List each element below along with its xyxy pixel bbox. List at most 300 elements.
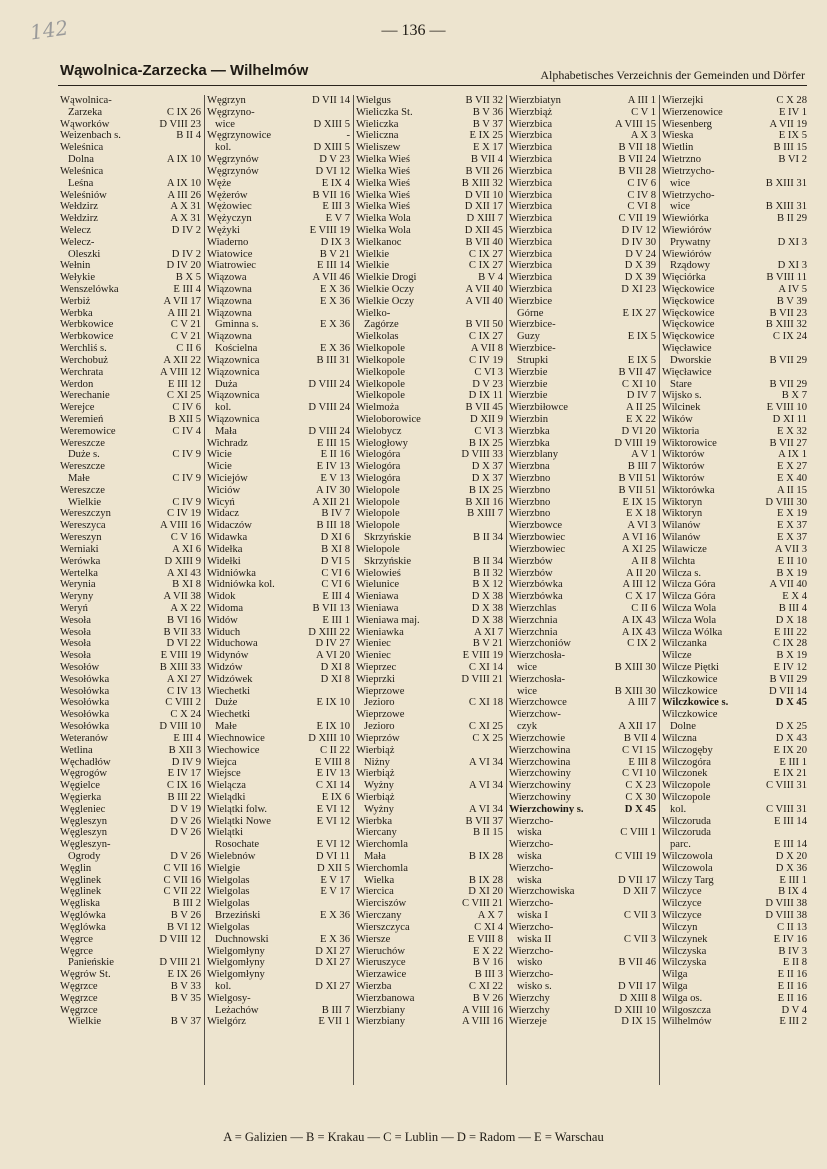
grid-code: B VII 26	[465, 165, 503, 177]
list-item	[205, 485, 353, 497]
place-name: Węgleszyn	[60, 827, 108, 839]
grid-code: C IV 8	[627, 189, 656, 201]
list-item	[354, 792, 506, 804]
place-name: Wierzbno	[509, 484, 551, 496]
grid-code: D V 24	[625, 248, 656, 260]
grid-code: D X 18	[775, 614, 807, 626]
place-name: Wereszcze	[60, 437, 106, 449]
place-name: Wilczyska	[662, 957, 707, 969]
place-name: Wielopole	[356, 508, 400, 520]
list-item	[507, 319, 659, 331]
place-name: Wiązownica	[207, 390, 260, 402]
grid-code: A IX 10	[166, 154, 201, 166]
list-item	[660, 119, 810, 131]
place-name: Duchnowski	[215, 933, 269, 945]
list-item	[660, 792, 810, 804]
place-name: Wielgosy-	[207, 992, 251, 1004]
grid-code: E X 19	[776, 508, 807, 520]
list-item	[507, 579, 659, 591]
place-name: Wiktorów	[662, 449, 705, 461]
list-item	[354, 237, 506, 249]
list-item	[507, 461, 659, 473]
grid-code: A X 7	[477, 910, 503, 922]
list-item	[660, 721, 810, 733]
grid-code: E IX 4	[321, 177, 350, 189]
list-item	[354, 969, 506, 981]
grid-code: E III 8	[628, 756, 656, 768]
grid-code: D VII 17	[617, 874, 656, 886]
list-item	[58, 910, 204, 922]
place-name: Skrzyńskie	[364, 532, 412, 544]
place-name: Wilcze Piętki	[662, 662, 719, 673]
list-item	[660, 615, 810, 627]
list-item	[660, 201, 810, 213]
list-item	[354, 95, 506, 107]
list-item	[507, 426, 659, 438]
place-name: Werchobuż	[60, 354, 108, 366]
place-name: Wiciów	[207, 484, 241, 496]
grid-code: B II 29	[776, 213, 807, 225]
grid-code: D IV 7	[626, 390, 656, 402]
place-name: Wieliczna	[356, 130, 399, 142]
place-name: Wiewiórka	[662, 213, 709, 225]
place-name: Wilczynek	[662, 933, 708, 945]
list-item	[660, 969, 810, 981]
grid-code: B V 37	[472, 118, 503, 130]
grid-code: A VIII 15	[615, 118, 656, 130]
place-name: Wierzchnia	[509, 614, 558, 626]
list-item	[58, 981, 204, 993]
grid-code: B III 18	[316, 520, 350, 532]
list-item	[58, 839, 204, 851]
grid-code: B V 36	[472, 106, 503, 118]
place-name: Wiaderno	[207, 236, 249, 248]
place-name: Wierzblany	[509, 449, 558, 461]
place-name: Wielgie	[207, 862, 241, 874]
list-item	[354, 757, 506, 769]
place-name: wice	[670, 201, 690, 213]
list-item	[354, 839, 506, 851]
grid-code: B IX 4	[778, 886, 807, 898]
list-item	[58, 508, 204, 520]
list-item	[660, 154, 810, 166]
place-name: Widzów	[207, 662, 243, 673]
grid-code: B XII 16	[465, 496, 503, 508]
list-item	[58, 319, 204, 331]
list-item	[660, 827, 810, 839]
grid-code: E X 40	[776, 473, 807, 484]
place-name: Jezioro	[364, 721, 395, 733]
place-name: Wielopole	[356, 484, 400, 496]
list-item	[205, 272, 353, 284]
list-item	[660, 757, 810, 769]
list-item	[205, 438, 353, 450]
list-item	[354, 190, 506, 202]
place-name: Wierzbica	[509, 236, 553, 248]
list-item	[354, 910, 506, 922]
place-name: Wereszczyn	[60, 508, 111, 520]
list-item	[205, 178, 353, 190]
place-name: Wielkie Oczy	[356, 284, 415, 295]
list-item	[205, 473, 353, 485]
grid-code: D XII 5	[317, 862, 350, 874]
list-item	[205, 237, 353, 249]
place-name: Wierzenowice	[662, 106, 723, 118]
place-name: Węgierka	[60, 791, 102, 803]
list-item	[58, 190, 204, 202]
list-item	[354, 319, 506, 331]
place-name: Wieruszyce	[356, 957, 406, 969]
place-name: Wilczyska	[662, 945, 707, 957]
grid-code: A X 3	[630, 130, 656, 142]
place-name: Duże s.	[68, 449, 100, 461]
list-item	[205, 449, 353, 461]
list-item	[58, 367, 204, 379]
list-item	[58, 709, 204, 721]
list-item	[507, 308, 659, 320]
list-item	[205, 875, 353, 887]
list-item	[58, 355, 204, 367]
list-item	[354, 485, 506, 497]
place-name: Strupki	[517, 354, 549, 366]
list-item	[58, 379, 204, 391]
list-item	[58, 213, 204, 225]
place-name: Wilczkowice	[662, 673, 718, 685]
list-item	[205, 367, 353, 379]
grid-code: D IX 3	[320, 236, 350, 248]
list-item	[205, 296, 353, 308]
place-name: Wierzbna	[509, 461, 550, 473]
list-item	[58, 107, 204, 119]
grid-code: C XI 18	[468, 697, 503, 709]
place-name: Wilczyce	[662, 910, 702, 922]
place-name: Weizenbach s.	[60, 130, 121, 142]
grid-code: D VIII 30	[765, 496, 807, 508]
grid-code: E X 22	[472, 945, 503, 957]
grid-code: E VIII 19	[160, 650, 201, 662]
list-item	[507, 142, 659, 154]
list-item	[354, 284, 506, 296]
grid-code: C IV 19	[167, 508, 201, 520]
list-item	[58, 142, 204, 154]
list-item	[507, 249, 659, 261]
list-item	[58, 225, 204, 237]
place-name: Wąwolnica-	[60, 95, 112, 106]
place-name: Więckowice	[662, 284, 715, 295]
grid-code: B VII 46	[618, 957, 656, 969]
list-item	[354, 697, 506, 709]
place-name: Wilczowola	[662, 851, 713, 862]
list-item	[205, 166, 353, 178]
place-name: Wielątki Nowe	[207, 815, 271, 827]
list-item	[58, 284, 204, 296]
grid-code: B V 35	[170, 992, 201, 1004]
list-item	[205, 721, 353, 733]
list-item	[507, 178, 659, 190]
grid-code: E IX 10	[316, 721, 350, 733]
grid-code: A VII 40	[465, 284, 503, 295]
list-item	[354, 272, 506, 284]
place-name: Wesołówka	[60, 721, 110, 733]
list-item	[354, 886, 506, 898]
list-item	[507, 839, 659, 851]
list-item	[660, 1016, 810, 1028]
place-name: Wieprzowe	[356, 685, 405, 697]
grid-code: C VII 22	[163, 886, 201, 898]
list-item	[205, 804, 353, 816]
place-name: Ogrody	[68, 851, 101, 862]
place-name: wiska	[517, 827, 542, 839]
list-item	[58, 721, 204, 733]
grid-code: A VII 40	[769, 579, 807, 591]
grid-code: D V 4	[781, 1004, 807, 1016]
grid-code: C IV 6	[627, 177, 656, 189]
grid-code: E V 17	[320, 874, 350, 886]
gazetteer-columns	[58, 95, 810, 1085]
list-item	[660, 934, 810, 946]
list-item	[354, 107, 506, 119]
grid-code: E VIII 19	[309, 224, 350, 236]
list-item	[507, 674, 659, 686]
list-item	[660, 107, 810, 119]
grid-code: B X 12	[472, 579, 503, 591]
place-name: Wielądki	[207, 791, 246, 803]
grid-code: C VI 3	[474, 425, 503, 437]
list-item	[354, 544, 506, 556]
running-head-subtitle: Alphabetisches Verzeichnis der Gemeinden und Dörfer	[540, 68, 805, 82]
place-name: Wiechetki	[207, 709, 251, 721]
place-name: Wielogóra	[356, 461, 401, 473]
place-name: Wilcza s.	[662, 567, 701, 579]
list-item	[205, 213, 353, 225]
place-name: Wereszcze	[60, 484, 106, 496]
list-item	[660, 768, 810, 780]
grid-code: D IV 12	[621, 224, 656, 236]
list-item	[660, 237, 810, 249]
list-item	[205, 355, 353, 367]
grid-code: D VI 22	[166, 638, 201, 650]
place-name: Wierzbiany	[356, 1004, 405, 1016]
place-name: Wilczkowice	[662, 685, 718, 697]
list-item	[354, 402, 506, 414]
grid-code: A XI 27	[166, 673, 201, 685]
list-item	[507, 355, 659, 367]
list-item	[660, 816, 810, 828]
list-item	[58, 331, 204, 343]
grid-code: B VII 33	[163, 626, 201, 638]
place-name: Wielgomłyny	[207, 957, 265, 969]
place-name: Wierzchowiny s.	[509, 803, 584, 815]
list-item	[660, 308, 810, 320]
grid-code: D VII 10	[464, 189, 503, 201]
grid-code: C VIII 21	[462, 898, 503, 910]
grid-code: B V 26	[472, 992, 503, 1004]
place-name: Wierzchow-	[509, 709, 561, 721]
list-item	[660, 485, 810, 497]
place-name: Wielkolas	[356, 331, 399, 343]
grid-code: B V 16	[472, 957, 503, 969]
grid-code: B XIII 7	[467, 508, 503, 520]
grid-code: E VI 12	[316, 803, 350, 815]
place-name: Wierzbice-	[509, 319, 556, 331]
grid-code: A X 22	[170, 602, 201, 614]
place-name: Wicie	[207, 449, 232, 461]
grid-code: E IV 13	[316, 461, 350, 473]
list-item	[58, 461, 204, 473]
list-item	[354, 638, 506, 650]
place-name: Wesołówka	[60, 673, 110, 685]
list-item	[354, 508, 506, 520]
place-name: Weleśniów	[60, 189, 107, 201]
list-item	[205, 792, 353, 804]
list-item	[660, 579, 810, 591]
place-name: Wyżny	[364, 780, 394, 792]
list-item	[354, 591, 506, 603]
grid-code: B III 2	[172, 898, 201, 910]
list-item	[507, 757, 659, 769]
list-item	[205, 863, 353, 875]
grid-code: B III 22	[167, 791, 201, 803]
list-item	[507, 910, 659, 922]
grid-code: D X 20	[775, 851, 807, 862]
grid-code: C V 1	[631, 106, 656, 118]
place-name: Małe	[68, 473, 90, 484]
grid-code: D IV 2	[171, 248, 201, 260]
grid-code: E V 17	[320, 886, 350, 898]
place-name: Widok	[207, 591, 236, 603]
place-name: Wierzcho-	[509, 862, 554, 874]
list-item	[58, 768, 204, 780]
place-name: Wereszyca	[60, 520, 106, 532]
grid-code: D X 39	[624, 272, 656, 284]
place-name: Werówka	[60, 555, 101, 567]
list-item	[58, 697, 204, 709]
grid-code: C XI 10	[621, 378, 656, 390]
grid-code: E X 36	[319, 295, 350, 307]
place-name: Węgrogów	[60, 768, 108, 780]
place-name: Wiktorów	[662, 473, 705, 484]
place-name: Kościelna	[215, 343, 258, 355]
list-item	[660, 390, 810, 402]
list-item	[507, 863, 659, 875]
list-item	[507, 520, 659, 532]
place-name: Wielopole	[356, 543, 400, 555]
grid-code: B III 3	[474, 969, 503, 981]
place-name: Wiktoryn	[662, 496, 703, 508]
list-item	[507, 260, 659, 272]
place-name: Wielogóra	[356, 473, 401, 484]
list-item	[354, 461, 506, 473]
place-name: Węgrce	[60, 933, 93, 945]
place-name: Panieńskie	[68, 957, 114, 969]
list-item	[205, 733, 353, 745]
grid-code: B VI 12	[167, 921, 201, 933]
grid-code: E III 1	[322, 614, 350, 626]
grid-code: E VI 12	[316, 815, 350, 827]
list-item	[205, 579, 353, 591]
grid-code: A VII 40	[465, 295, 503, 307]
place-name: Wierzawice	[356, 969, 407, 981]
place-name: Wełdzirz	[60, 201, 98, 213]
grid-code: B VII 29	[769, 354, 807, 366]
place-name: Wiązownica	[207, 413, 260, 425]
grid-code: A V 1	[631, 449, 656, 461]
place-name: Wielopole	[356, 520, 400, 532]
place-name: Leśna	[68, 177, 94, 189]
list-item	[507, 367, 659, 379]
place-name: Wietrzycho-	[662, 165, 715, 177]
grid-code: C VIII 31	[766, 780, 807, 792]
grid-code: D X 38	[471, 602, 503, 614]
grid-code: B XIII 33	[159, 662, 201, 673]
place-name: Wereszcze	[60, 461, 106, 473]
list-item	[205, 638, 353, 650]
list-item	[660, 272, 810, 284]
place-name: Wierzbica	[509, 248, 553, 260]
place-name: Wierzbie	[509, 378, 548, 390]
grid-code: D VII 14	[768, 685, 807, 697]
place-name: Górne	[517, 307, 544, 319]
list-item	[507, 449, 659, 461]
grid-code: C VI 3	[474, 366, 503, 378]
list-item	[507, 946, 659, 958]
list-item	[354, 568, 506, 580]
list-item	[58, 792, 204, 804]
place-name: Węgrzynów	[207, 165, 259, 177]
place-name: Wiechnowice	[207, 732, 265, 744]
place-name: Widów	[207, 614, 238, 626]
grid-code: B VII 24	[618, 154, 656, 166]
list-item	[205, 591, 353, 603]
grid-code: D VI 5	[320, 555, 350, 567]
place-name: Wierzchosła-	[509, 650, 566, 662]
list-item	[205, 260, 353, 272]
place-name: Wierzbica	[509, 165, 553, 177]
place-name: Duża	[215, 378, 238, 390]
grid-code: A III 7	[627, 697, 656, 709]
place-name: Węgleszyn	[60, 815, 108, 827]
list-item	[205, 130, 353, 142]
list-item	[58, 1005, 204, 1017]
grid-code: B VII 29	[769, 378, 807, 390]
grid-code: B VII 37	[465, 815, 503, 827]
list-item	[354, 367, 506, 379]
grid-code: A VI 20	[316, 650, 350, 662]
place-name: Wierzchowce	[509, 697, 567, 709]
place-name: Wierzba	[356, 980, 392, 992]
place-name: Wietrzycho-	[662, 189, 715, 201]
list-item	[205, 556, 353, 568]
place-name: Wierzchy	[509, 1004, 550, 1016]
place-name: Wielkie	[356, 260, 390, 272]
grid-code: B III 7	[321, 1004, 350, 1016]
place-name: Węchadłów	[60, 756, 111, 768]
place-name: Wilga os.	[662, 992, 703, 1004]
grid-code: B VII 51	[618, 484, 656, 496]
place-name: Więciórka	[662, 272, 706, 284]
list-item	[660, 367, 810, 379]
list-item	[354, 709, 506, 721]
list-item	[660, 745, 810, 757]
grid-code: D X 45	[624, 803, 656, 815]
list-item	[660, 910, 810, 922]
place-name: Dolne	[670, 721, 696, 733]
place-name: Wieniec	[356, 650, 391, 662]
place-name: Wielka Wola	[356, 224, 411, 236]
place-name: Więckowice	[662, 295, 715, 307]
place-name: Wicyń	[207, 496, 235, 508]
place-name: Leżachów	[215, 1004, 259, 1016]
